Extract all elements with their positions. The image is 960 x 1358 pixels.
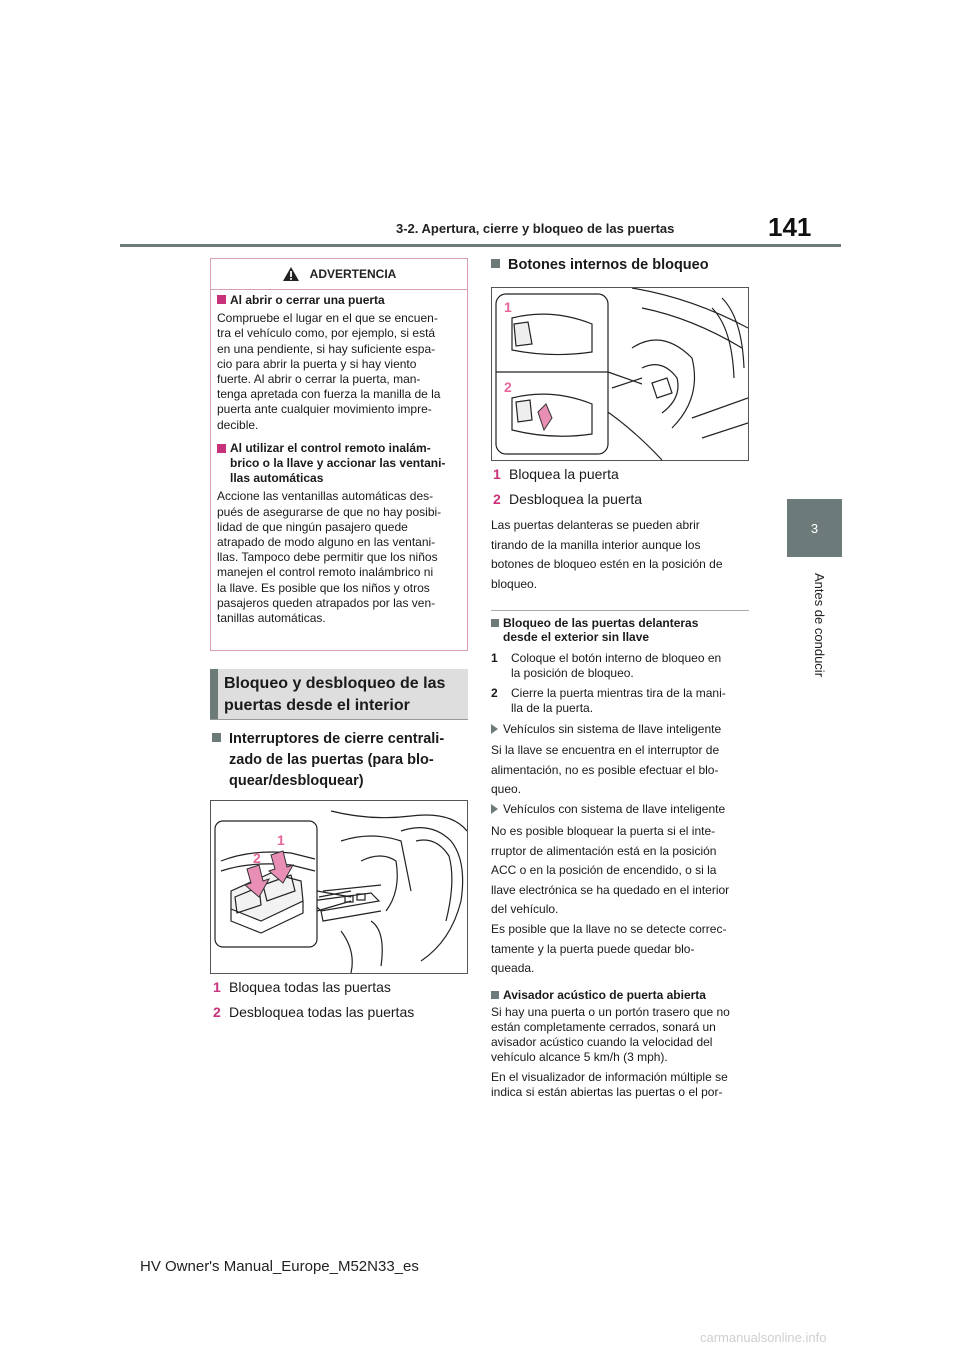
- central-lock-illustration: [211, 801, 467, 973]
- body-paragraph: Si la llave se encuentra en el interruptor de alimentación, no es posible efectuar el blo- queo.: [491, 743, 720, 796]
- figure-callout-1: 1: [277, 832, 285, 848]
- figure-callout-2: 2: [253, 850, 261, 866]
- section-heading-bar: [210, 669, 218, 719]
- header-rule: [120, 244, 841, 247]
- warning-subheading: Al utilizar el control remoto inalám- brico o la llave y accionar las ventani- llas automáticas: [217, 441, 461, 487]
- watermark: carmanualsonline.info: [700, 1330, 827, 1345]
- section-title: Bloqueo y desbloqueo de las puertas desde el interior: [224, 675, 446, 714]
- body-paragraph: Si hay una puerta o un portón trasero que no están completamente cerrados, sonará un avisador acústico cuando la velocidad del vehículo alcance 5 km/h (3 mph). En el visualizador de información múltiple se indica si están abiertas las puertas o el por-: [491, 1005, 730, 1099]
- arrow-icon: [491, 804, 498, 814]
- page-number: 141: [768, 212, 812, 242]
- subsection-heading: Interruptores de cierre centrali- zado de las puertas (para blo- quear/desbloquear): [212, 729, 472, 792]
- list-item: 1 Bloquea todas las puertas: [213, 979, 391, 995]
- minor-heading: Avisador acústico de puerta abierta: [491, 988, 706, 1002]
- warning-paragraph: Compruebe el lugar en el que se encuen- tra el vehículo como, por ejemplo, si está en una pendiente, si hay suficiente espa- cio para abrir la puerta y si hay viento fuerte. Al abrir o cerrar la puerta, man- tenga apretada con fuerza la manilla de la puerta ante cualquier movimiento impre- decible.: [217, 311, 441, 432]
- section-underline: [210, 719, 468, 720]
- warning-icon: [282, 266, 300, 282]
- central-lock-switch-figure: [210, 800, 468, 974]
- arrow-icon: [491, 724, 498, 734]
- body-paragraph: Es posible que la llave no se detecte correc- tamente y la puerta puede quedar blo- queada.: [491, 922, 727, 975]
- step-item: 1 Coloque el botón interno de bloqueo en la posición de bloqueo.: [491, 651, 722, 680]
- chapter-tab-label: Antes de conducir: [812, 572, 827, 678]
- warning-header: [211, 259, 467, 290]
- step-item: 2 Cierre la puerta mientras tira de la mani- lla de la puerta.: [491, 686, 726, 715]
- lock-button-illustration: [492, 288, 748, 460]
- subsection-heading: Botones internos de bloqueo: [491, 255, 709, 276]
- header-section-title: 3-2. Apertura, cierre y bloqueo de las puertas: [396, 221, 675, 236]
- condition-line: Vehículos sin sistema de llave inteligente: [491, 722, 721, 736]
- list-item: 2 Desbloquea todas las puertas: [213, 1004, 415, 1020]
- warning-box: [210, 258, 468, 651]
- chapter-tab-number: 3: [787, 499, 842, 557]
- divider: [491, 610, 749, 611]
- condition-line: Vehículos con sistema de llave inteligente: [491, 802, 725, 816]
- footer-text: HV Owner's Manual_Europe_M52N33_es: [140, 1258, 419, 1275]
- lock-button-figure: [491, 287, 749, 461]
- warning-title: ADVERTENCIA: [309, 267, 397, 281]
- figure-callout-1: 1: [504, 299, 512, 315]
- list-item: 1 Bloquea la puerta: [493, 466, 619, 482]
- figure-callout-2: 2: [504, 379, 512, 395]
- warning-subheading: Al abrir o cerrar una puerta: [217, 293, 461, 308]
- body-paragraph: Las puertas delanteras se pueden abrir tirando de la manilla interior aunque los botones de bloqueo estén en la posición de bloqueo.: [491, 518, 723, 591]
- list-item: 2 Desbloquea la puerta: [493, 491, 643, 507]
- body-paragraph: No es posible bloquear la puerta si el inte- rruptor de alimentación está en la posición ACC o en la posición de encendido, o si la llave electrónica se ha quedado en el interior del vehículo.: [491, 824, 730, 916]
- warning-paragraph: Accione las ventanillas automáticas des- pués de asegurarse de que no hay posibi- lidad de que ningún pasajero quede atrapado de modo alguno en las ventani- llas. Tampoco debe permitir que los niños manejen el control remoto inalámbrico ni la llave. Es posible que los niños y otros pasajeros queden atrapados por las ven- tanillas automáticas.: [217, 489, 442, 626]
- minor-heading: Bloqueo de las puertas delanteras desde el exterior sin llave: [491, 616, 698, 644]
